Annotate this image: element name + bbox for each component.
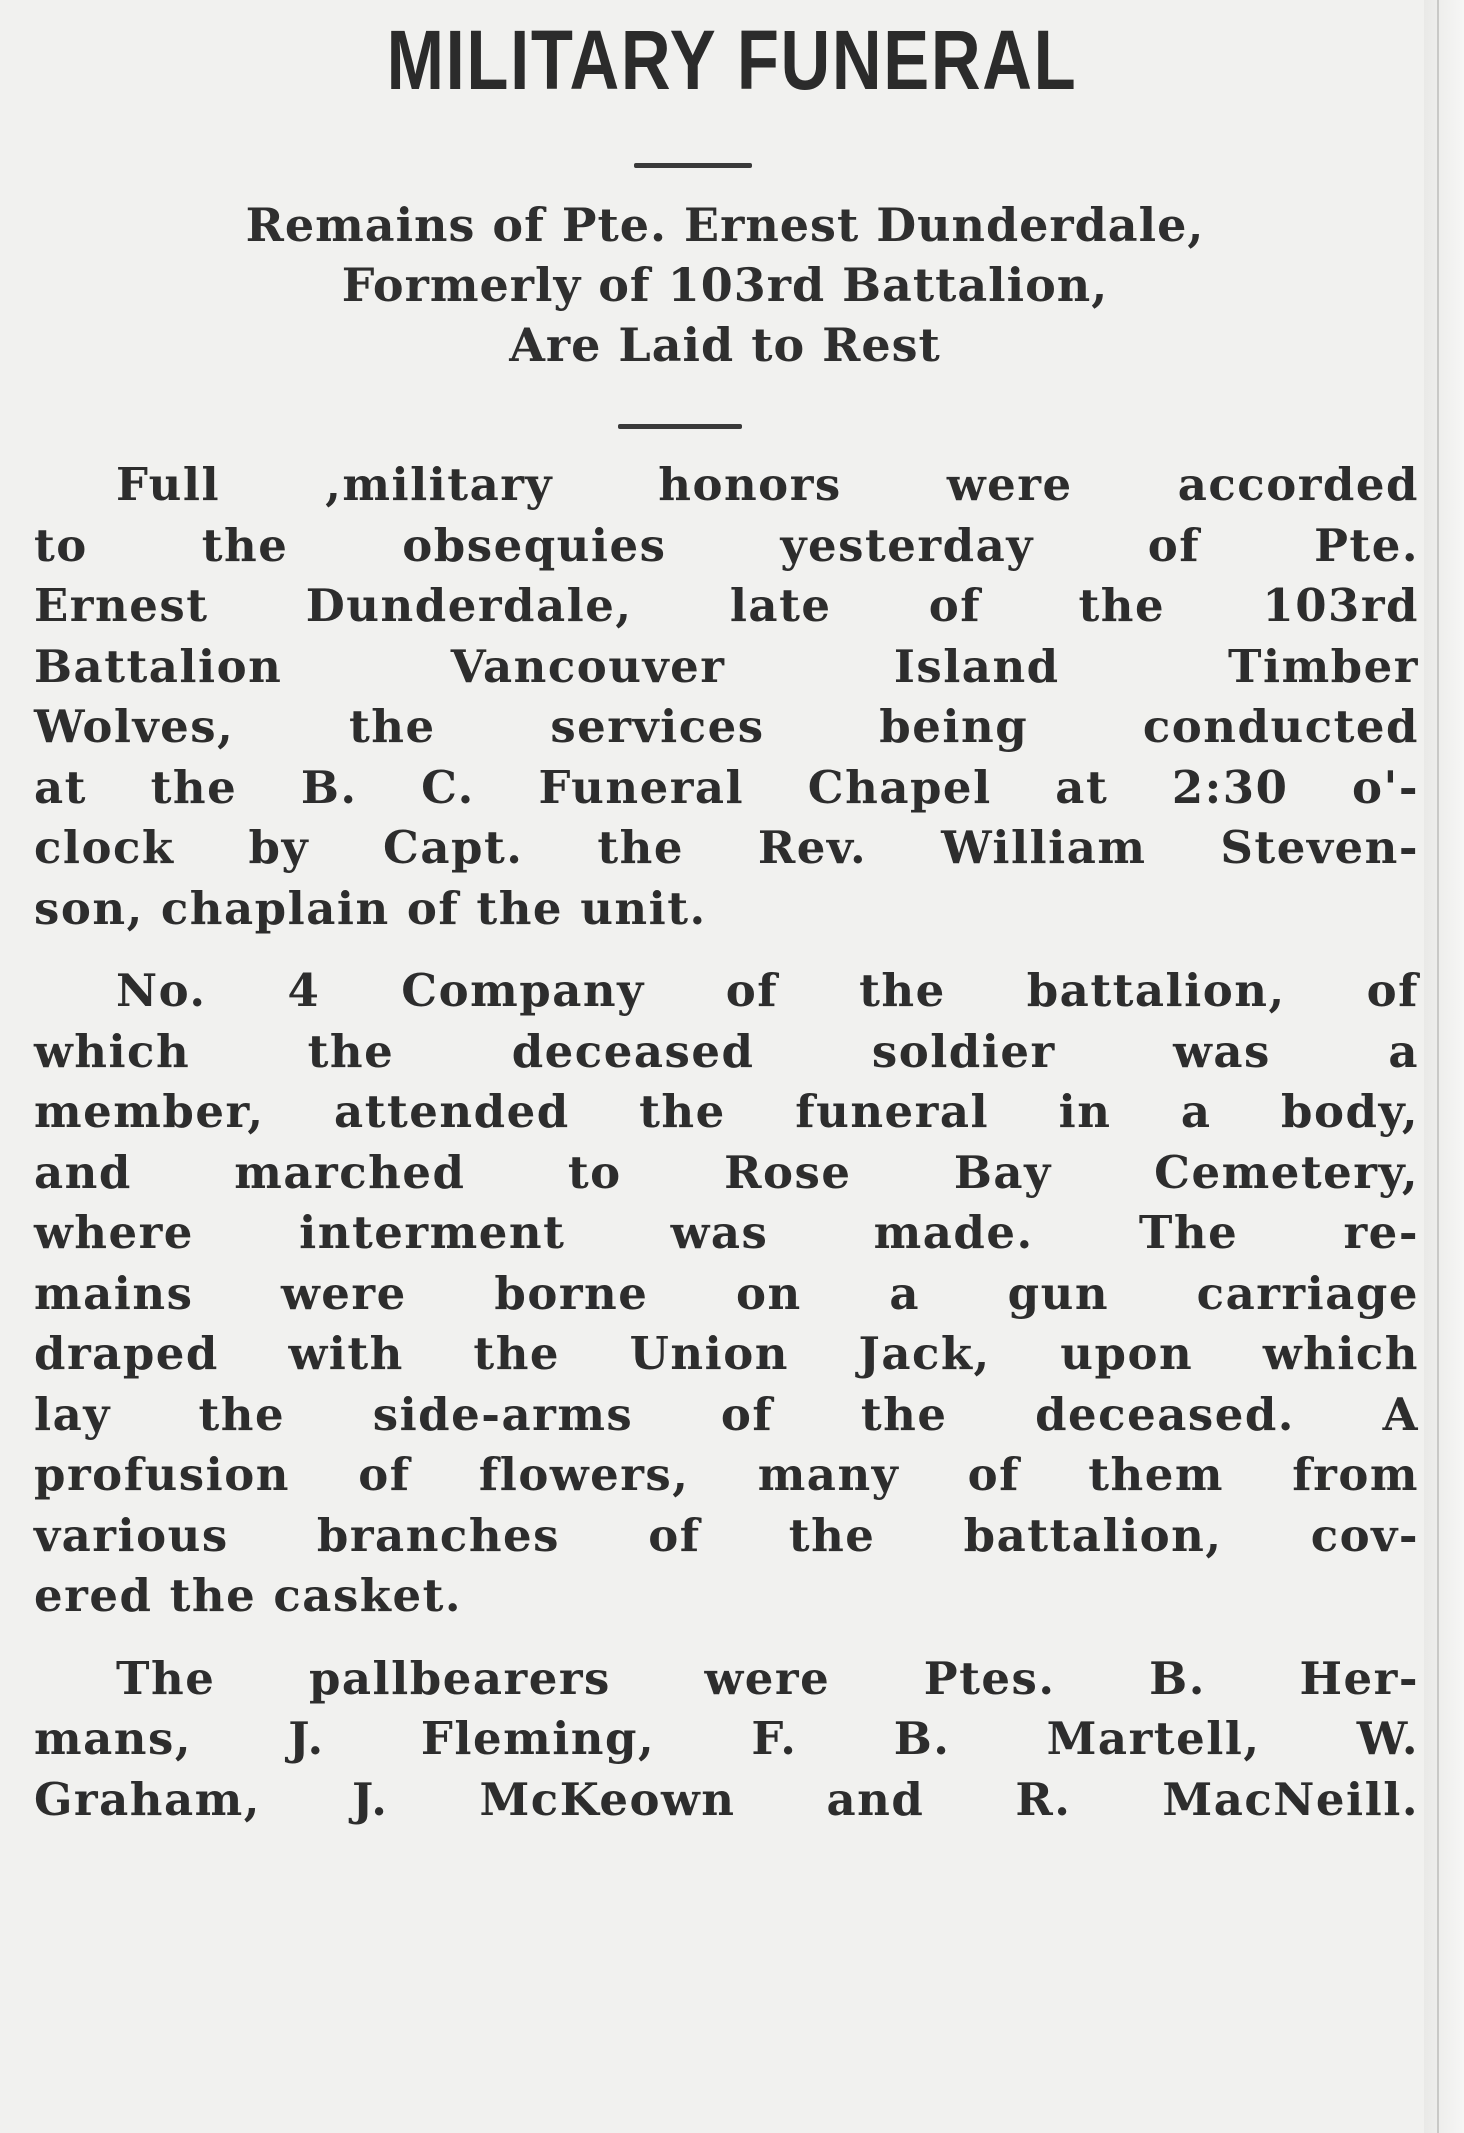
text-line: son, chaplain of the unit.: [34, 881, 707, 935]
subheadline-line: Are Laid to Rest: [509, 318, 941, 372]
text-line: Wolves, the services being conducted: [34, 700, 1419, 753]
text-line: and marched to Rose Bay Cemetery,: [34, 1145, 1419, 1199]
text-line: profusion of flowers, many of them from: [34, 1448, 1419, 1501]
column-edge-line: [1437, 0, 1439, 2133]
text-line: No. 4 Company of the battalion, of: [116, 964, 1419, 1017]
text-line: mains were borne on a gun carriage: [34, 1266, 1419, 1320]
text-line: Full ,military honors were accorded: [116, 458, 1419, 511]
paragraph-1: [34, 455, 1419, 939]
text-line: member, attended the funeral in a body,: [34, 1085, 1419, 1138]
text-line: Graham, J. McKeown and R. MacNeill.: [34, 1772, 1419, 1826]
text-line: to the obsequies yesterday of Pte.: [34, 518, 1419, 572]
text-line: Ernest Dunderdale, late of the 103rd: [34, 579, 1419, 632]
paragraph-3: [34, 1649, 1419, 1831]
headline-rule: [634, 163, 752, 168]
text-line: various branches of the battalion, cov-: [34, 1508, 1419, 1562]
text-line: ered the casket.: [34, 1569, 463, 1622]
subheadline-rule: [618, 424, 742, 429]
text-line: The pallbearers were Ptes. B. Her-: [116, 1651, 1419, 1705]
text-line: which the deceased soldier was a: [34, 1024, 1419, 1078]
paragraph-2: [34, 961, 1419, 1627]
text-line: at the B. C. Funeral Chapel at 2:30 o'-: [34, 760, 1419, 814]
text-line: draped with the Union Jack, upon which: [34, 1327, 1419, 1380]
text-line: Battalion Vancouver Island Timber: [34, 639, 1419, 693]
subheadline: [30, 195, 1420, 375]
text-line: where interment was made. The re-: [34, 1206, 1419, 1259]
text-line: mans, J. Fleming, F. B. Martell, W.: [34, 1712, 1419, 1765]
page-edge: [1424, 0, 1464, 2133]
text-line: lay the side-arms of the deceased. A: [34, 1387, 1419, 1441]
subheadline-line: Remains of Pte. Ernest Dunderdale,: [245, 198, 1205, 252]
subheadline-line: Formerly of 103rd Battalion,: [341, 258, 1109, 312]
headline: MILITARY FUNERAL: [386, 13, 1078, 107]
text-line: clock by Capt. the Rev. William Steven-: [34, 821, 1419, 874]
article-body: [34, 455, 1419, 1852]
